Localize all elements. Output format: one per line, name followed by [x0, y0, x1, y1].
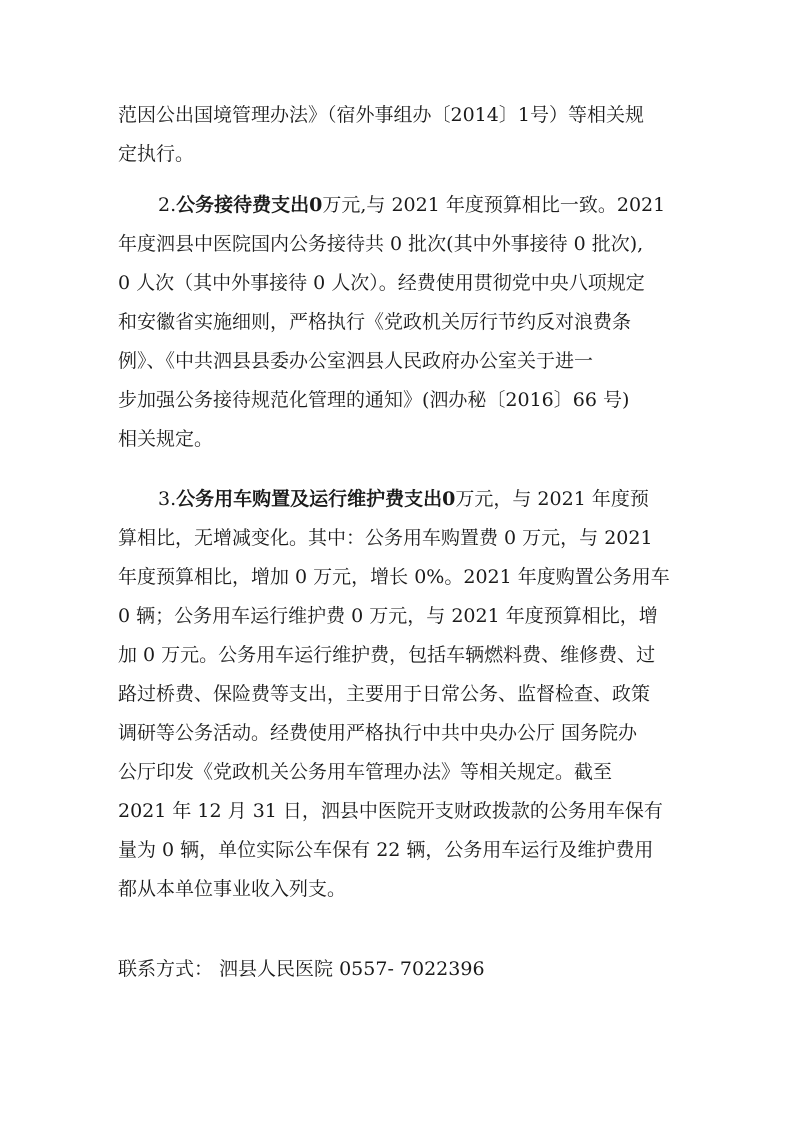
paragraph-vehicle — [118, 480, 678, 909]
paragraph-intro — [118, 96, 678, 174]
text-line: 都从本单位事业收入列支。 — [118, 878, 347, 900]
contact-info — [118, 950, 678, 989]
section-number: 2. — [158, 194, 177, 216]
section-number: 3. — [158, 488, 177, 510]
text-line: 调研等公务活动。经费使用严格执行中共中央办公厅 国务院办 — [118, 722, 638, 744]
section-amount: 0 — [442, 488, 456, 510]
text-line — [118, 186, 678, 225]
text-line: 范因公出国境管理办法》（宿外事组办〔2014〕1号）等相关规 — [118, 104, 644, 126]
text-line: 例》、《中共泗县县委办公室泗县人民政府办公室关于进一 — [118, 350, 594, 372]
section-heading: 公务接待费支出 — [176, 194, 310, 216]
text-line: 定执行。 — [118, 143, 195, 165]
text-line: 加 0 万元。公务用车运行维护费，包括车辆燃料费、维修费、过 — [118, 644, 656, 666]
text-line: 年度预算相比，增加 0 万元，增长 0%。2021 年度购置公务用车 — [118, 566, 670, 588]
paragraph-reception — [118, 186, 678, 459]
text-line: 算相比，无增减变化。其中：公务用车购置费 0 万元，与 2021 — [118, 527, 653, 549]
text-line — [118, 950, 678, 989]
text-line: 量为 0 辆，单位实际公车保有 22 辆，公务用车运行及维护费用 — [118, 839, 654, 861]
section-amount: 0 — [309, 194, 323, 216]
text-line: 0 人次（其中外事接待 0 人次）。经费使用贯彻党中央八项规定 — [118, 272, 645, 294]
text-line: 公厅印发《党政机关公务用车管理办法》等相关规定。截至 — [118, 761, 613, 783]
text-line: 年度泗县中医院国内公务接待共 0 批次(其中外事接待 0 批次), — [118, 233, 644, 255]
text-line: 2021 年 12 月 31 日，泗县中医院开支财政拨款的公务用车保有 — [118, 800, 663, 822]
text-segment: 万元，与 2021 年度预 — [455, 488, 649, 510]
text-line: 步加强公务接待规范化管理的通知》(泗办秘〔2016〕66 号) — [118, 389, 630, 411]
contact-label: 联系方式： — [118, 958, 214, 980]
text-segment: 万元,与 2021 年度预算相比一致。2021 — [322, 194, 666, 216]
text-line: 路过桥费、保险费等支出，主要用于日常公务、监督检查、政策 — [118, 683, 651, 705]
text-line: 和安徽省实施细则，严格执行《党政机关厉行节约反对浪费条 — [118, 311, 632, 333]
text-line: 0 辆；公务用车运行维护费 0 万元，与 2021 年度预算相比，增 — [118, 605, 658, 627]
section-heading: 公务用车购置及运行维护费支出 — [176, 488, 443, 510]
contact-value: 泗县人民医院 0557- 7022396 — [213, 958, 485, 980]
text-line — [118, 480, 678, 519]
text-line: 相关规定。 — [118, 428, 214, 450]
